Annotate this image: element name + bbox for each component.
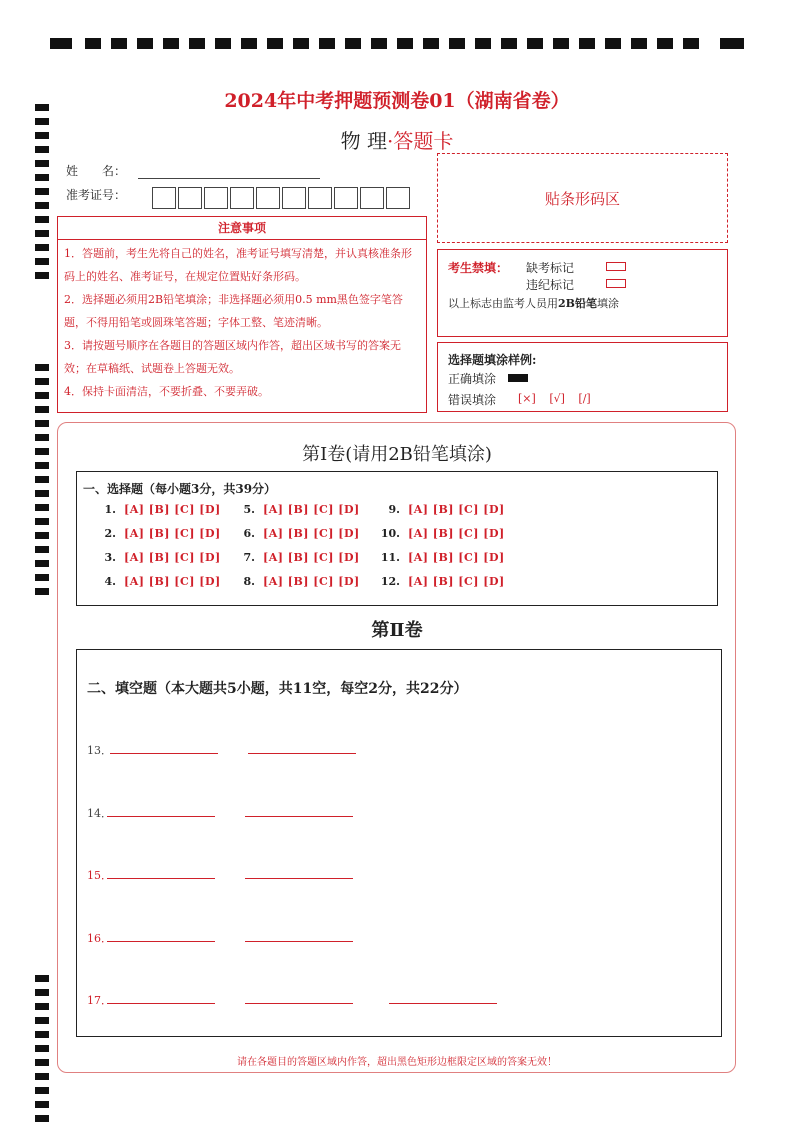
wrong-fill-label: 错误填涂 <box>448 393 497 407</box>
q16-label: 16． <box>87 932 112 945</box>
timing-mark <box>35 392 49 399</box>
q17-blank-2[interactable] <box>245 1003 353 1004</box>
choice-number: 7. <box>243 551 255 564</box>
choice-question-7 <box>233 551 360 564</box>
choice-number: 8. <box>243 575 255 588</box>
timing-mark <box>35 272 49 279</box>
notice-title: 注意事项 <box>58 217 426 240</box>
q17-blank-3[interactable] <box>389 1003 497 1004</box>
forbidden-note-bold: 2B铅笔 <box>558 297 597 310</box>
timing-mark <box>35 546 49 553</box>
part1-title: 第Ⅰ卷(请用2B铅笔填涂) <box>302 444 492 465</box>
choice-options[interactable]: [A] [B] [C] [D] <box>263 575 360 588</box>
footer-warning: 请在各题目的答题区域内作答，超出黑色矩形边框限定区域的答案无效！ <box>237 1057 557 1068</box>
choice-question-10 <box>378 527 505 540</box>
sample-box <box>437 342 728 412</box>
choice-number: 5. <box>243 503 255 516</box>
q14-blank-2[interactable] <box>245 816 353 817</box>
correct-fill-sample <box>508 374 528 382</box>
timing-mark <box>35 989 49 996</box>
timing-mark <box>35 378 49 385</box>
absent-mark-label: 缺考标记 <box>526 261 575 275</box>
timing-mark <box>35 174 49 181</box>
choice-number: 9. <box>388 503 400 516</box>
timing-mark <box>35 1087 49 1094</box>
correct-fill-label: 正确填涂 <box>448 372 497 386</box>
timing-mark <box>35 1017 49 1024</box>
notice-item-3: 3．请按题号顺序在各题目的答题区域内作答，超出区域书写的答案无效；在草稿纸、试题卷上答题无效。 <box>64 339 401 375</box>
barcode-area-label: 贴条形码区 <box>544 189 620 208</box>
fill-section <box>76 649 722 1037</box>
choice-options[interactable]: [A] [B] [C] [D] <box>124 503 221 516</box>
violation-mark-label: 违纪标记 <box>526 278 575 292</box>
subject-name: 物 理 <box>340 129 387 153</box>
choice-options[interactable]: [A] [B] [C] [D] <box>263 551 360 564</box>
choice-question-1 <box>94 503 221 516</box>
q15-blank-1[interactable] <box>107 878 215 879</box>
choice-question-4 <box>94 575 221 588</box>
choice-options[interactable]: [A] [B] [C] [D] <box>124 575 221 588</box>
timing-mark <box>35 975 49 982</box>
choice-question-12 <box>378 575 505 588</box>
choice-section-title: 一、选择题（每小题3分，共39分） <box>83 482 277 496</box>
choice-options[interactable]: [A] [B] [C] [D] <box>408 551 505 564</box>
q16-blank-2[interactable] <box>245 941 353 942</box>
timing-mark <box>35 118 49 125</box>
choice-options[interactable]: [A] [B] [C] [D] <box>408 503 505 516</box>
choice-question-2 <box>94 527 221 540</box>
choice-question-6 <box>233 527 360 540</box>
choice-number: 3. <box>104 551 116 564</box>
timing-mark <box>35 244 49 251</box>
timing-mark <box>35 188 49 195</box>
violation-mark-box <box>606 279 626 288</box>
forbidden-note <box>448 295 619 311</box>
choice-number: 4. <box>104 575 116 588</box>
choice-question-5 <box>233 503 360 516</box>
choice-options[interactable]: [A] [B] [C] [D] <box>124 551 221 564</box>
choice-number: 2. <box>104 527 116 540</box>
timing-mark <box>35 202 49 209</box>
choice-question-11 <box>378 551 505 564</box>
q17-label: 17． <box>87 994 112 1007</box>
q16-blank-1[interactable] <box>107 941 215 942</box>
timing-mark <box>35 1101 49 1108</box>
choice-options[interactable]: [A] [B] [C] [D] <box>124 527 221 540</box>
q13-label: 13． <box>87 744 112 757</box>
subject-title <box>0 125 794 154</box>
sample-title: 选择题填涂样例: <box>448 353 537 367</box>
name-input-line[interactable] <box>138 178 320 179</box>
notice-box <box>57 216 427 413</box>
choice-number: 12. <box>380 575 400 588</box>
choice-options[interactable]: [A] [B] [C] [D] <box>408 527 505 540</box>
choice-question-9 <box>378 503 505 516</box>
notice-item-4: 4．保持卡面清洁，不要折叠、不要弄破。 <box>64 385 269 398</box>
choice-number: 10. <box>380 527 400 540</box>
absent-mark-box <box>606 262 626 271</box>
timing-mark <box>35 230 49 237</box>
forbidden-note-pre: 以上标志由监考人员用 <box>448 297 558 310</box>
choice-options[interactable]: [A] [B] [C] [D] <box>263 527 360 540</box>
timing-mark <box>35 1031 49 1038</box>
timing-mark <box>35 160 49 167</box>
fill-section-title: 二、填空题（本大题共5小题，共11空，每空2分，共22分） <box>87 681 468 697</box>
timing-mark <box>35 504 49 511</box>
q17-blank-1[interactable] <box>107 1003 215 1004</box>
q14-blank-1[interactable] <box>107 816 215 817</box>
barcode-area <box>437 153 728 243</box>
notice-item-2: 2．选择题必须用2B铅笔填涂；非选择题必须用0.5 mm黑色签字笔答题，不得用铅笔或圆珠笔答题；字体工整、笔迹清晰。 <box>64 293 403 329</box>
timing-mark <box>35 574 49 581</box>
wrong-mark-check: [√] <box>549 392 565 405</box>
wrong-mark-slash: [/] <box>578 392 591 405</box>
choice-number: 11. <box>380 551 400 564</box>
page-title: 2024年中考押题预测卷01（湖南省卷） <box>224 90 570 112</box>
name-label: 姓 名： <box>66 164 127 178</box>
q14-label: 14． <box>87 807 112 820</box>
q15-label: 15． <box>87 869 112 882</box>
choice-options[interactable]: [A] [B] [C] [D] <box>263 503 360 516</box>
wrong-fill-samples <box>518 392 591 405</box>
timing-mark <box>35 1115 49 1122</box>
timing-mark <box>35 216 49 223</box>
q13-blank-2[interactable] <box>248 753 356 754</box>
timing-mark <box>35 406 49 413</box>
choice-number: 1. <box>104 503 116 516</box>
timing-mark <box>35 1045 49 1052</box>
timing-mark <box>35 476 49 483</box>
choice-options[interactable]: [A] [B] [C] [D] <box>408 575 505 588</box>
forbidden-box <box>437 249 728 337</box>
timing-mark <box>35 490 49 497</box>
part2-title: 第Ⅱ卷 <box>371 620 423 641</box>
timing-mark <box>35 1003 49 1010</box>
forbidden-label: 考生禁填： <box>448 261 509 275</box>
timing-mark <box>35 518 49 525</box>
timing-mark <box>35 258 49 265</box>
choice-question-3 <box>94 551 221 564</box>
timing-mark <box>35 588 49 595</box>
timing-mark <box>35 560 49 567</box>
choice-question-8 <box>233 575 360 588</box>
timing-mark <box>35 1073 49 1080</box>
notice-item-1: 1．答题前，考生先将自己的姓名，准考证号填写清楚，并认真核准条形码上的姓名、准考证号，在规定位置贴好条形码。 <box>64 247 412 283</box>
timing-mark <box>35 420 49 427</box>
q15-blank-2[interactable] <box>245 878 353 879</box>
subject-suffix: ·答题卡 <box>387 129 454 153</box>
timing-mark <box>35 364 49 371</box>
choice-number: 6. <box>243 527 255 540</box>
q13-blank-1[interactable] <box>110 753 218 754</box>
id-label: 准考证号： <box>66 188 127 202</box>
timing-mark <box>35 532 49 539</box>
wrong-mark-x: [×] <box>518 392 536 405</box>
forbidden-note-post: 填涂 <box>596 297 619 310</box>
